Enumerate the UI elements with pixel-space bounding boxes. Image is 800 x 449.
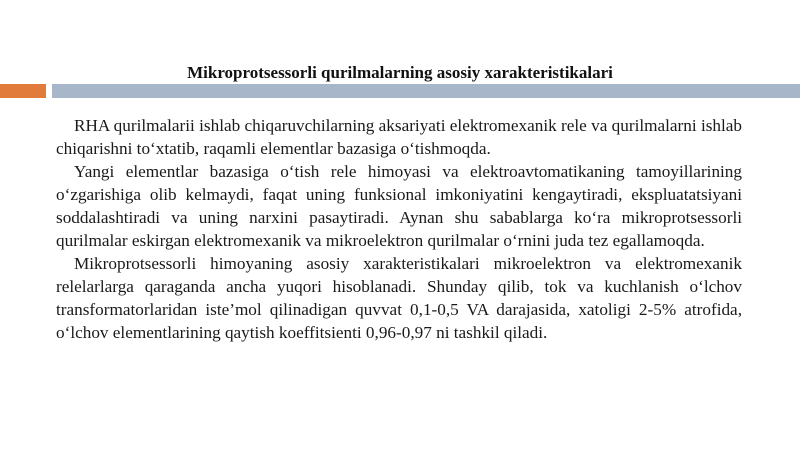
slide-body xyxy=(56,114,742,344)
paragraph-2: Yangi elementlar bazasiga o‘tish rele himoyasi va elektroavtomatikaning tamoyillarining o‘zgarishiga olib kelmaydi, faqat uning funksional imkoniyatini kengaytiradi, ekspluatatsiyani soddalashtiradi va uning narxini pasaytiradi. Aynan shu sabablarga ko‘ra mikroprotsessorli qurilmalar eskirgan elektromexanik va mikroelektron qurilmalar o‘rnini juda tez egallamoqda. xyxy=(56,162,742,250)
paragraph-1: RHA qurilmalarii ishlab chiqaruvchilarning aksariyati elektromexanik rele va qurilmalarni ishlab chiqarishni to‘xtatib, raqamli elementlar bazasiga o‘tishmoqda. xyxy=(56,116,742,158)
slide-title: Mikroprotsessorli qurilmalarning asosiy xarakteristikalari xyxy=(187,63,613,82)
accent-bar-blue xyxy=(52,84,800,98)
accent-bar-orange xyxy=(0,84,46,98)
paragraph-3: Mikroprotsessorli himoyaning asosiy xarakteristikalari mikroelektron va elektromexanik relelarlarga qaraganda ancha yuqori hisoblanadi. Shunday qilib, tok va kuchlanish o‘lchov transformatorlaridan iste’mol qilinadigan quvvat 0,1-0,5 VA darajasida, xatoligi 2-5% atrofida, o‘lchov elementlarining qaytish koeffitsienti 0,96-0,97 ni tashkil qiladi. xyxy=(56,254,742,342)
